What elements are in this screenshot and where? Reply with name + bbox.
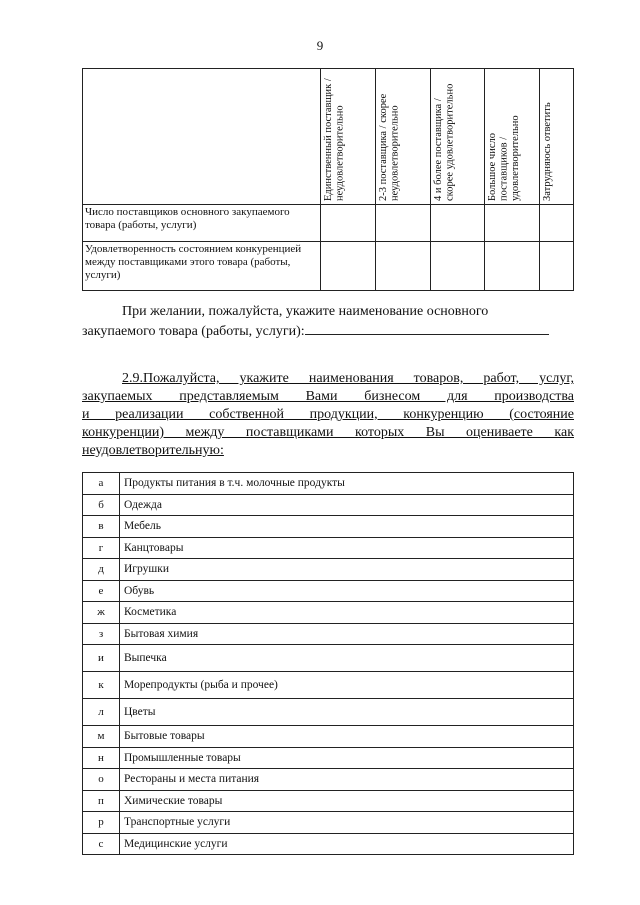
- item-label: Бытовые товары: [120, 726, 574, 748]
- item-letter: г: [83, 537, 120, 559]
- item-letter: в: [83, 516, 120, 538]
- answer-cell[interactable]: [430, 205, 485, 242]
- answer-blank-line[interactable]: [305, 321, 549, 335]
- table-row[interactable]: [83, 602, 574, 624]
- column-header: [375, 69, 430, 205]
- item-letter: ж: [83, 602, 120, 624]
- table-row: [83, 205, 574, 242]
- column-header: [540, 69, 574, 205]
- answer-cell[interactable]: [375, 242, 430, 291]
- table-row[interactable]: [83, 559, 574, 581]
- table-row[interactable]: [83, 516, 574, 538]
- question-line: закупаемых представляемым Вами бизнесом для производства: [82, 389, 574, 404]
- header-empty-cell: [83, 69, 321, 205]
- product-category-table: [82, 472, 574, 855]
- item-label: Морепродукты (рыба и прочее): [120, 672, 574, 699]
- column-header-label: Большое число поставщиков / удовлетворительно: [487, 115, 522, 201]
- item-label: Промышленные товары: [120, 747, 574, 769]
- question-2-9: [82, 370, 574, 460]
- item-letter: д: [83, 559, 120, 581]
- table-row[interactable]: [83, 747, 574, 769]
- item-letter: с: [83, 833, 120, 855]
- item-label: Транспортные услуги: [120, 812, 574, 834]
- item-letter: з: [83, 623, 120, 645]
- table-row[interactable]: [83, 769, 574, 791]
- prompt-line: При желании, пожалуйста, укажите наименование основного: [122, 304, 489, 319]
- question-line: и реализации собственной продукции, конкуренцию (состояние: [82, 407, 574, 422]
- table-row[interactable]: [83, 623, 574, 645]
- item-letter: а: [83, 473, 120, 495]
- item-label: Медицинские услуги: [120, 833, 574, 855]
- item-letter: к: [83, 672, 120, 699]
- item-label: Канцтовары: [120, 537, 574, 559]
- item-letter: р: [83, 812, 120, 834]
- item-letter: п: [83, 790, 120, 812]
- item-letter: е: [83, 580, 120, 602]
- item-letter: б: [83, 494, 120, 516]
- question-line: конкуренции) между поставщиками которых Вы оцениваете как: [82, 425, 574, 440]
- item-letter: и: [83, 645, 120, 672]
- answer-cell[interactable]: [540, 242, 574, 291]
- answer-cell[interactable]: [540, 205, 574, 242]
- supplier-rating-table: [82, 68, 574, 291]
- question-line: 2.9.Пожалуйста, укажите наименования товаров, работ, услуг,: [122, 371, 574, 386]
- table-row[interactable]: [83, 672, 574, 699]
- item-label: Мебель: [120, 516, 574, 538]
- row-label-cell: [83, 205, 321, 242]
- item-label: Выпечка: [120, 645, 574, 672]
- table-row[interactable]: [83, 790, 574, 812]
- column-header: [430, 69, 485, 205]
- column-header-label: Единственный поставщик / неудовлетворительно: [323, 78, 346, 201]
- column-header-label: Затрудняюсь ответить: [542, 102, 554, 201]
- table-row[interactable]: [83, 645, 574, 672]
- table-row[interactable]: [83, 833, 574, 855]
- item-letter: л: [83, 699, 120, 726]
- page-number: 9: [316, 38, 324, 53]
- answer-cell[interactable]: [321, 205, 376, 242]
- item-letter: м: [83, 726, 120, 748]
- item-label: Рестораны и места питания: [120, 769, 574, 791]
- column-header-label: 2-3 поставщика / скорее неудовлетворительно: [377, 93, 401, 201]
- answer-cell[interactable]: [485, 205, 540, 242]
- item-letter: н: [83, 747, 120, 769]
- table-row: [83, 242, 574, 291]
- item-label: Химические товары: [120, 790, 574, 812]
- table-row[interactable]: [83, 580, 574, 602]
- product-name-prompt: [82, 303, 574, 341]
- table-row[interactable]: [83, 494, 574, 516]
- table-row[interactable]: [83, 812, 574, 834]
- row-label-cell: [83, 242, 321, 291]
- table-row[interactable]: [83, 473, 574, 495]
- item-label: Игрушки: [120, 559, 574, 581]
- table-header-row: [83, 69, 574, 205]
- answer-cell[interactable]: [430, 242, 485, 291]
- answer-cell[interactable]: [321, 242, 376, 291]
- column-header: [321, 69, 376, 205]
- row-label: Удовлетворенность состоянием конкуренцией между поставщиками этого товара (работы, услуги): [85, 243, 302, 281]
- row-label: Число поставщиков основного закупаемого товара (работы, услуги): [85, 206, 290, 231]
- table-row[interactable]: [83, 537, 574, 559]
- question-line: неудовлетворительную:: [82, 443, 224, 458]
- answer-cell[interactable]: [485, 242, 540, 291]
- item-label: Обувь: [120, 580, 574, 602]
- table-row[interactable]: [83, 699, 574, 726]
- column-header: [485, 69, 540, 205]
- item-label: Косметика: [120, 602, 574, 624]
- item-label: Цветы: [120, 699, 574, 726]
- item-label: Бытовая химия: [120, 623, 574, 645]
- column-header-label: 4 и более поставщика / скорее удовлетворительно: [432, 83, 456, 201]
- answer-cell[interactable]: [375, 205, 430, 242]
- prompt-line: закупаемого товара (работы, услуги):: [82, 324, 305, 339]
- item-label: Одежда: [120, 494, 574, 516]
- item-label: Продукты питания в т.ч. молочные продукты: [120, 473, 574, 495]
- table-row[interactable]: [83, 726, 574, 748]
- item-letter: о: [83, 769, 120, 791]
